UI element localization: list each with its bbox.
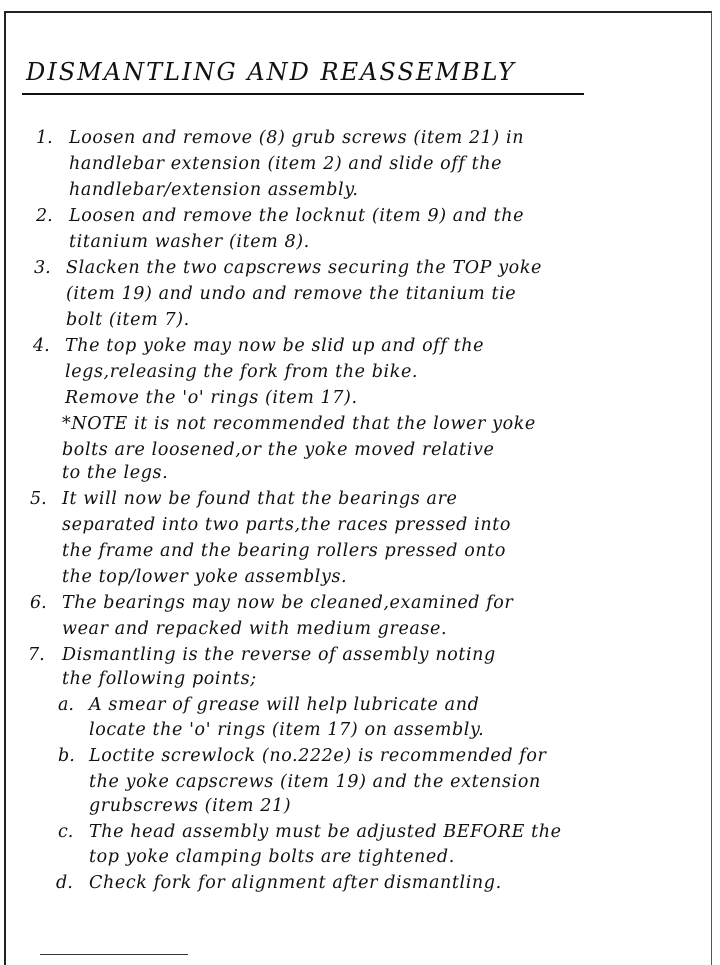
step-2-line-1: Loosen and remove the locknut (item 9) and the (69, 206, 525, 226)
substep-b-line-3: grubscrews (item 21) (89, 796, 292, 816)
step-4-line-2: legs,releasing the fork from the bike. (65, 362, 419, 382)
bottom-rule (40, 954, 188, 955)
step-7-line-1: Dismantling is the reverse of assembly noting (62, 645, 496, 665)
step-5-line-1: It will now be found that the bearings are (62, 489, 458, 509)
page-title: DISMANTLING AND REASSEMBLY (26, 58, 516, 86)
substep-c-line-2: top yoke clamping bolts are tightened. (89, 847, 455, 867)
step-1-line-1: Loosen and remove (8) grub screws (item 21) in (69, 128, 525, 148)
substep-d-line-1: Check fork for alignment after dismantling. (89, 873, 502, 893)
step-1-number: 1. (36, 128, 53, 148)
step-5-line-4: the top/lower yoke assemblys. (62, 567, 348, 587)
step-6-line-1: The bearings may now be cleaned,examined for (62, 593, 514, 613)
step-7-number: 7. (28, 645, 45, 665)
title-underline (22, 93, 584, 95)
step-1-line-3: handlebar/extension assembly. (69, 180, 359, 200)
substep-b-letter: b. (58, 746, 75, 766)
substep-c-letter: c. (58, 822, 74, 842)
step-4-note-line-3: to the legs. (62, 463, 169, 483)
substep-a-line-2: locate the 'o' rings (item 17) on assembly. (89, 720, 485, 740)
step-2-number: 2. (36, 206, 53, 226)
step-4-number: 4. (33, 336, 50, 356)
substep-a-line-1: A smear of grease will help lubricate and (89, 695, 480, 715)
step-5-number: 5. (30, 489, 47, 509)
step-3-line-2: (item 19) and undo and remove the titanium tie (66, 284, 517, 304)
substep-b-line-1: Loctite screwlock (no.222e) is recommended for (89, 746, 547, 766)
substep-a-letter: a. (58, 695, 74, 715)
step-1-line-2: handlebar extension (item 2) and slide off the (69, 154, 503, 174)
step-3-line-1: Slacken the two capscrews securing the TOP yoke (66, 258, 542, 278)
substep-c-line-1: The head assembly must be adjusted BEFORE the (89, 822, 562, 842)
substep-b-line-2: the yoke capscrews (item 19) and the extension (89, 772, 541, 792)
step-3-line-3: bolt (item 7). (66, 310, 190, 330)
step-5-line-2: separated into two parts,the races pressed into (62, 515, 511, 535)
step-2-line-2: titanium washer (item 8). (69, 232, 310, 252)
step-4-note-line-1: *NOTE it is not recommended that the lower yoke (62, 414, 536, 434)
step-4-line-1: The top yoke may now be slid up and off the (65, 336, 485, 356)
step-6-number: 6. (30, 593, 47, 613)
step-3-number: 3. (34, 258, 51, 278)
substep-d-letter: d. (56, 873, 73, 893)
step-4-note-line-2: bolts are loosened,or the yoke moved relative (62, 440, 495, 460)
step-4-line-3: Remove the 'o' rings (item 17). (65, 388, 358, 408)
step-7-line-2: the following points; (62, 669, 257, 689)
step-6-line-2: wear and repacked with medium grease. (62, 619, 448, 639)
step-5-line-3: the frame and the bearing rollers pressed onto (62, 541, 507, 561)
